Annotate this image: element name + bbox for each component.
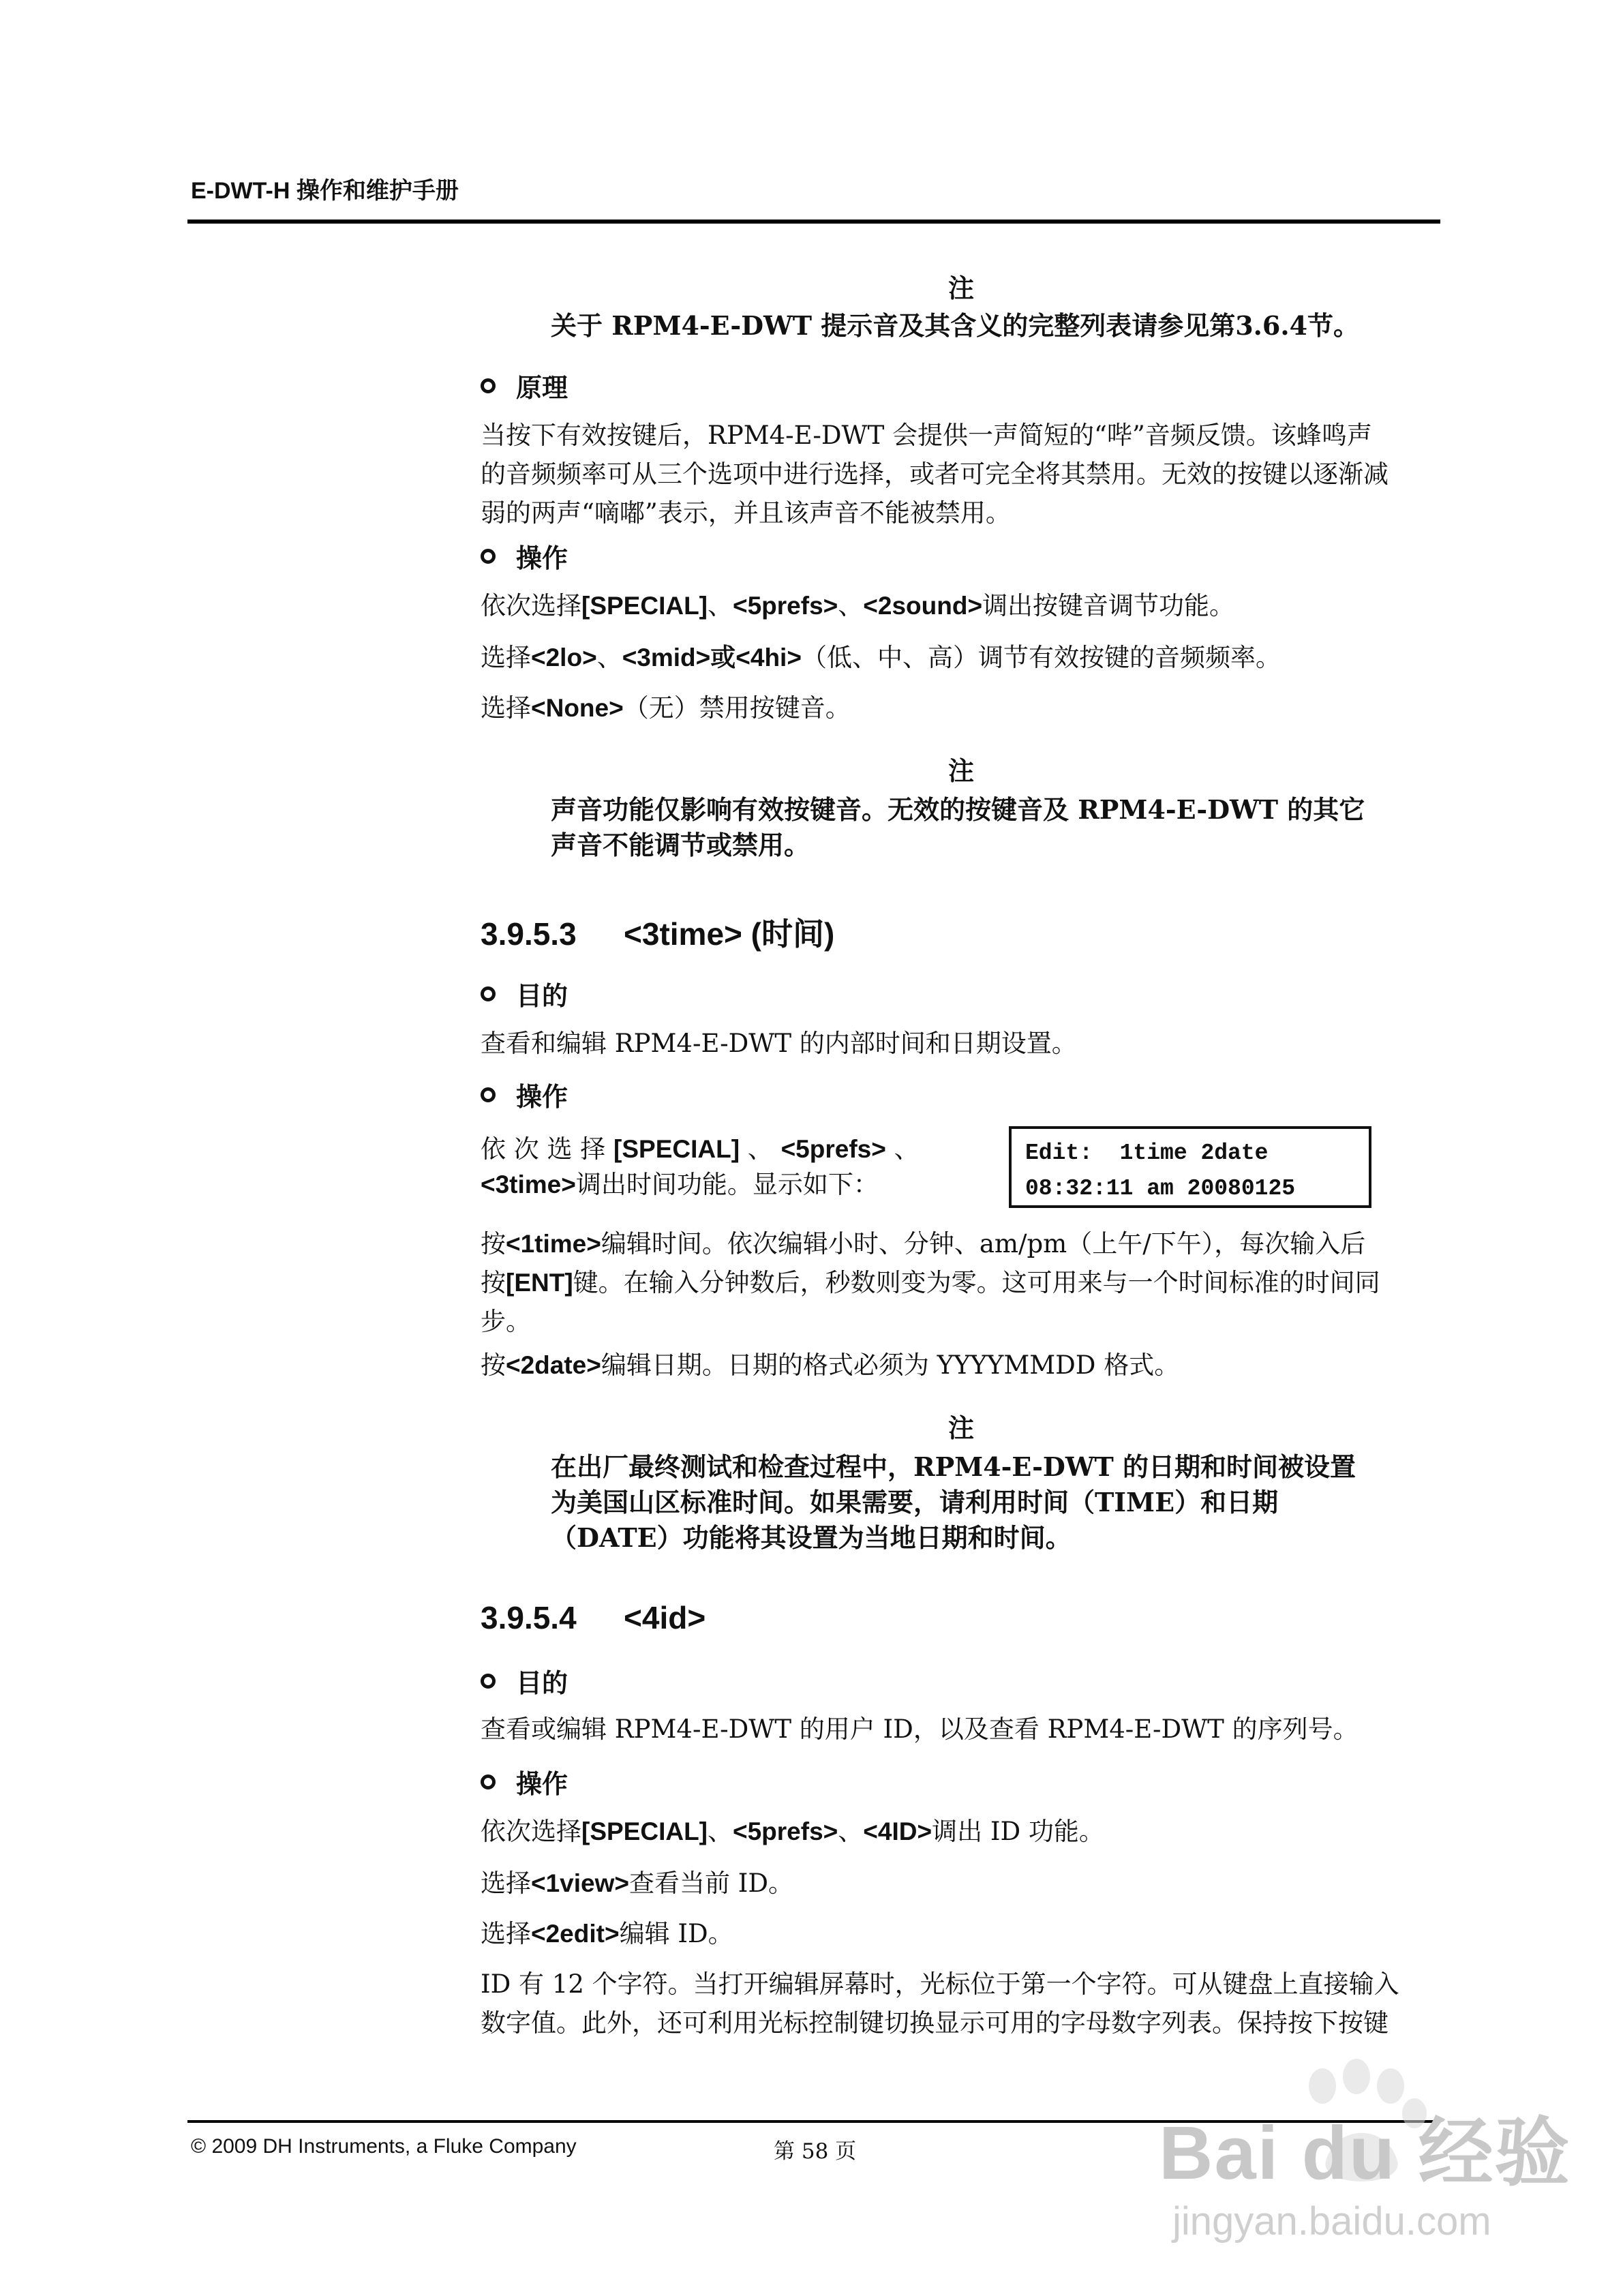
operation-line bbox=[481, 586, 1440, 625]
key-label: <5prefs> bbox=[733, 1817, 838, 1845]
principle-heading bbox=[481, 367, 568, 404]
purpose-heading bbox=[481, 975, 568, 1012]
text-span: 依 次 选 择 bbox=[481, 1134, 614, 1164]
note-line: 声音不能调节或禁用。 bbox=[551, 830, 810, 860]
bullet-circle-icon bbox=[481, 1674, 496, 1689]
section-title: <4id> bbox=[624, 1600, 706, 1635]
operation-line bbox=[481, 638, 1440, 677]
text-span: 依次选择 bbox=[481, 591, 581, 620]
text-span: 选择 bbox=[481, 1919, 531, 1948]
section-heading-3953 bbox=[481, 909, 834, 954]
text-span: 或 bbox=[710, 644, 736, 671]
date-paragraph bbox=[481, 1346, 1440, 1385]
operation-line bbox=[481, 1132, 985, 1167]
key-label: <2lo> bbox=[531, 644, 597, 671]
text-span: 调出时间功能。显示如下： bbox=[575, 1170, 879, 1199]
text-span: 查看当前 ID。 bbox=[629, 1869, 794, 1898]
operation-heading bbox=[481, 537, 568, 575]
paragraph-line bbox=[481, 1263, 1440, 1302]
lcd-line: 08:32:11 am 20080125 bbox=[1025, 1176, 1296, 1201]
text-span: 按 bbox=[481, 1350, 506, 1380]
operation-heading-label: 操作 bbox=[516, 1081, 568, 1112]
key-label: <5prefs> bbox=[780, 1135, 886, 1163]
lcd-display bbox=[1009, 1126, 1371, 1208]
section-number: 3.9.5.4 bbox=[481, 1600, 577, 1635]
running-header-title: E-DWT-H 操作和维护手册 bbox=[191, 178, 459, 204]
lcd-line: Edit: 1time 2date bbox=[1025, 1141, 1269, 1166]
key-label: <3mid> bbox=[622, 644, 711, 671]
bullet-circle-icon bbox=[481, 1774, 496, 1789]
key-label: <4hi> bbox=[735, 644, 802, 671]
watermark-brand: Bai du 经验 bbox=[1159, 2111, 1571, 2195]
text-span: 、 bbox=[885, 1134, 920, 1164]
key-label: <4ID> bbox=[863, 1817, 932, 1845]
section-heading-3954 bbox=[481, 1599, 706, 1636]
key-label: [SPECIAL] bbox=[581, 1817, 708, 1845]
text-span: 调出按键音调节功能。 bbox=[982, 591, 1235, 620]
header-divider bbox=[187, 220, 1440, 224]
text-span: 键。在输入分钟数后，秒数则变为零。这可用来与一个时间标准的时间同 bbox=[573, 1268, 1380, 1297]
text-span: 编辑时间。依次编辑小时、分钟、am/pm（上午/下午），每次输入后 bbox=[601, 1229, 1366, 1258]
paragraph-line: 步。 bbox=[481, 1307, 531, 1336]
bullet-circle-icon bbox=[481, 1087, 496, 1102]
bullet-circle-icon bbox=[481, 378, 496, 393]
text-span: 依次选择 bbox=[481, 1817, 581, 1846]
text-span: 、 bbox=[708, 1817, 733, 1846]
operation-line bbox=[481, 1914, 1440, 1953]
key-label: <2date> bbox=[506, 1351, 601, 1379]
key-label: [SPECIAL] bbox=[581, 592, 708, 620]
operation-line bbox=[481, 1167, 985, 1203]
key-label: <1view> bbox=[531, 1869, 630, 1897]
key-label: <5prefs> bbox=[733, 592, 838, 620]
paragraph-line: 数字值。此外，还可利用光标控制键切换显示可用的字母数字列表。保持按下按键 bbox=[481, 2008, 1389, 2038]
note-line: 关于 RPM4-E-DWT 提示音及其含义的完整列表请参见第3.6.4节。 bbox=[551, 310, 1360, 341]
bullet-circle-icon bbox=[481, 549, 496, 564]
purpose-text: 查看和编辑 RPM4-E-DWT 的内部时间和日期设置。 bbox=[481, 1029, 1077, 1058]
text-span: 、 bbox=[708, 591, 733, 620]
key-label: <None> bbox=[531, 694, 624, 722]
operation-line bbox=[481, 1812, 1440, 1851]
bullet-circle-icon bbox=[481, 986, 496, 1001]
text-span: 编辑日期。日期的格式必须为 YYYYMMDD 格式。 bbox=[601, 1350, 1180, 1380]
paragraph-line: 的音频频率可从三个选项中进行选择，或者可完全将其禁用。无效的按键以逐渐减 bbox=[481, 459, 1389, 489]
text-span: 编辑 ID。 bbox=[619, 1919, 733, 1948]
operation-line bbox=[481, 1864, 1440, 1903]
footer-page-number: 第 58 页 bbox=[774, 2139, 857, 2164]
text-span: 按 bbox=[481, 1268, 506, 1297]
text-span: 选择 bbox=[481, 693, 531, 723]
note-text bbox=[551, 792, 1365, 863]
operation-paragraph bbox=[481, 1132, 985, 1203]
key-label: <2sound> bbox=[863, 592, 983, 620]
section-title: <3time> (时间) bbox=[624, 916, 835, 952]
note-title: 注 bbox=[947, 1413, 974, 1443]
key-label: <2edit> bbox=[531, 1920, 620, 1948]
principle-heading-label: 原理 bbox=[516, 372, 568, 403]
operation-heading-label: 操作 bbox=[516, 1768, 568, 1799]
key-label: [SPECIAL] bbox=[613, 1135, 740, 1163]
id-paragraph bbox=[481, 1965, 1440, 2042]
operation-heading-label: 操作 bbox=[516, 543, 568, 573]
key-label: <3time> bbox=[481, 1170, 576, 1198]
purpose-heading-label: 目的 bbox=[516, 1667, 568, 1698]
text-span: 调出 ID 功能。 bbox=[932, 1817, 1104, 1846]
section-number: 3.9.5.3 bbox=[481, 916, 577, 952]
text-span: 、 bbox=[740, 1134, 781, 1164]
paragraph-line: 弱的两声“嘀嘟”表示，并且该声音不能被禁用。 bbox=[481, 498, 1011, 528]
text-span: 按 bbox=[481, 1229, 506, 1258]
purpose-text: 查看或编辑 RPM4-E-DWT 的用户 ID，以及查看 RPM4-E-DWT 的序列号。 bbox=[481, 1715, 1359, 1744]
time-paragraph bbox=[481, 1224, 1440, 1341]
text-span: 、 bbox=[838, 1817, 864, 1846]
purpose-heading bbox=[481, 1662, 568, 1700]
purpose-heading-label: 目的 bbox=[516, 980, 568, 1011]
note-title: 注 bbox=[947, 755, 974, 786]
note-line: 为美国山区标准时间。如果需要，请利用时间（TIME）和日期 bbox=[551, 1487, 1279, 1517]
key-label: [ENT] bbox=[506, 1269, 573, 1297]
paragraph-line bbox=[481, 1224, 1440, 1263]
text-span: （无）禁用按键音。 bbox=[623, 693, 851, 723]
text-span: 选择 bbox=[481, 643, 531, 672]
note-line: 在出厂最终测试和检查过程中，RPM4-E-DWT 的日期和时间被设置 bbox=[551, 1451, 1356, 1482]
text-span: 、 bbox=[838, 591, 864, 620]
footer-copyright: © 2009 DH Instruments, a Fluke Company bbox=[191, 2135, 577, 2158]
note-title: 注 bbox=[947, 273, 974, 303]
text-span: （低、中、高）调节有效按键的音频频率。 bbox=[801, 643, 1281, 672]
note-text bbox=[551, 1449, 1369, 1556]
key-label: <1time> bbox=[506, 1230, 601, 1258]
text-span: 、 bbox=[596, 643, 622, 672]
text-span: 选择 bbox=[481, 1869, 531, 1898]
operation-line bbox=[481, 689, 1440, 727]
principle-paragraph bbox=[481, 416, 1440, 532]
operation-heading bbox=[481, 1076, 568, 1113]
operation-heading bbox=[481, 1763, 568, 1800]
note-text bbox=[551, 308, 1359, 344]
paragraph-line: 当按下有效按键后，RPM4-E-DWT 会提供一声简短的“哔”音频反馈。该蜂鸣声 bbox=[481, 421, 1372, 450]
note-line: 声音功能仅影响有效按键音。无效的按键音及 RPM4-E-DWT 的其它 bbox=[551, 794, 1365, 825]
watermark-url: jingyan.baidu.com bbox=[1172, 2199, 1491, 2244]
note-line: （DATE）功能将其设置为当地日期和时间。 bbox=[551, 1522, 1072, 1553]
paragraph-line: ID 有 12 个字符。当打开编辑屏幕时，光标位于第一个字符。可从键盘上直接输入 bbox=[481, 1969, 1399, 1999]
